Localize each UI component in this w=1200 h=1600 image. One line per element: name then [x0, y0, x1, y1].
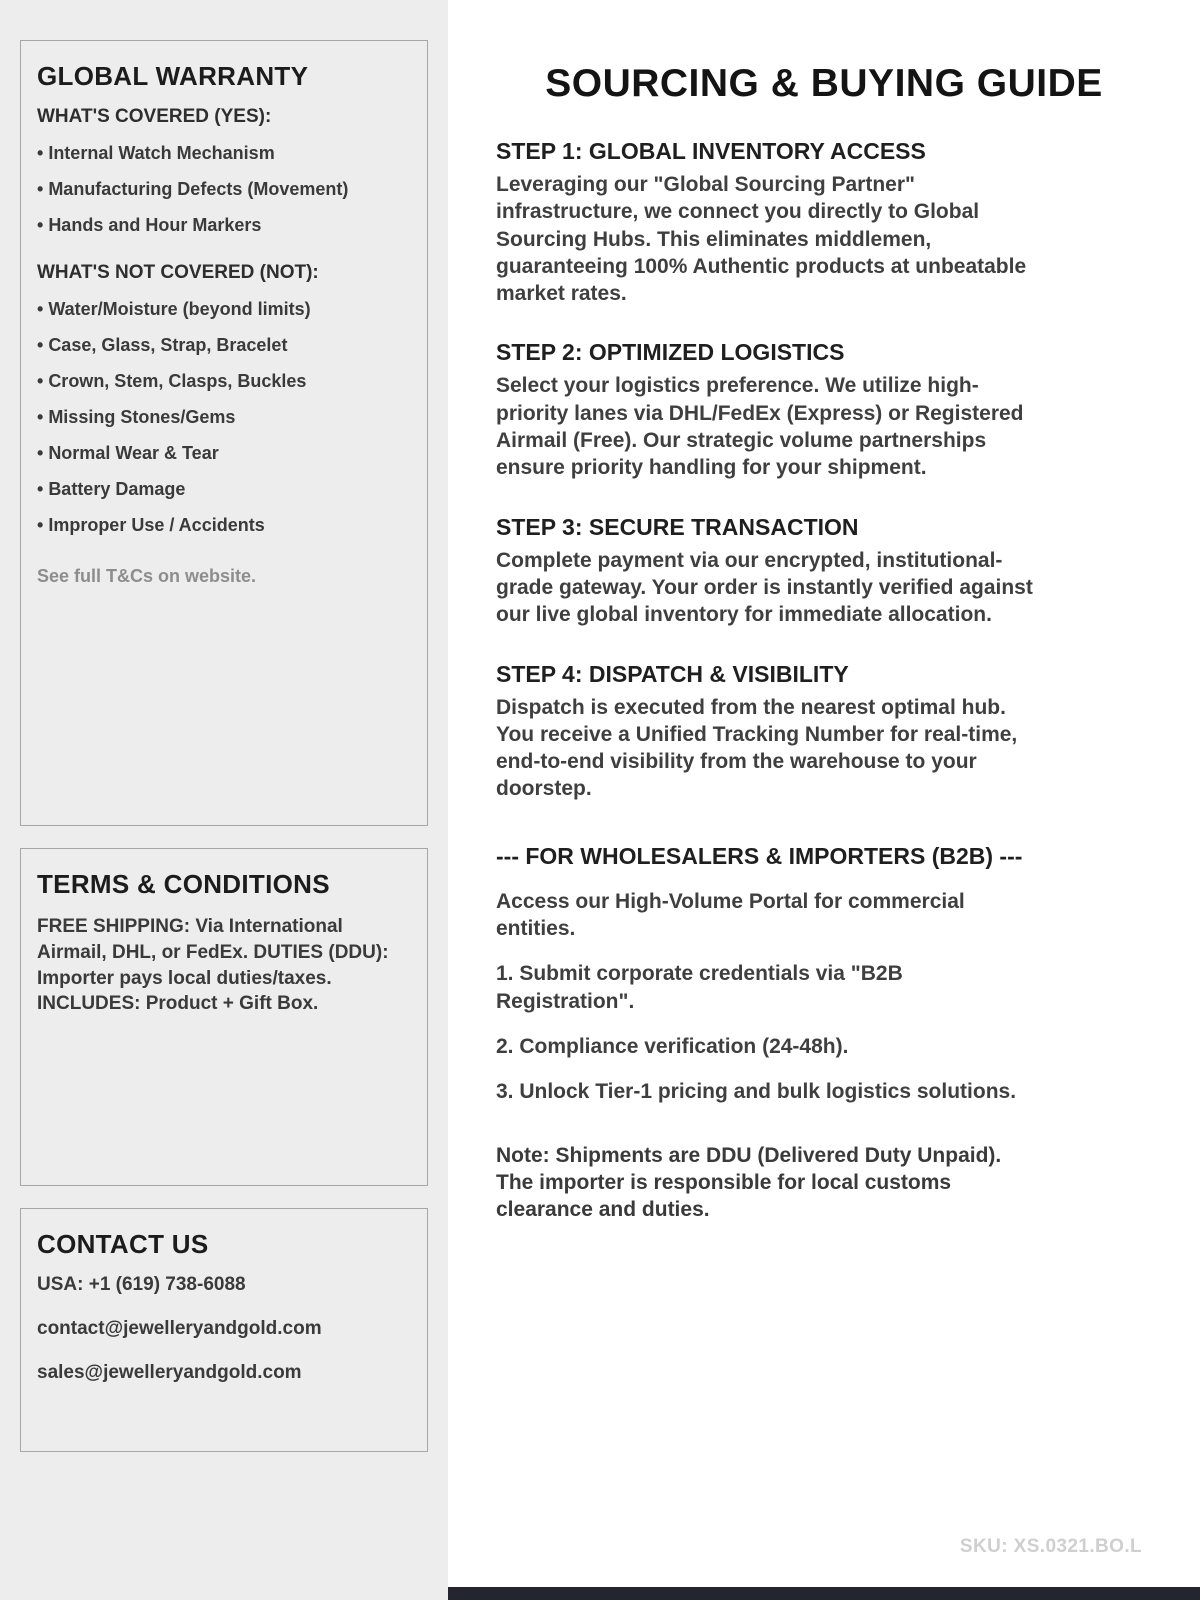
step-3-heading: STEP 3: SECURE TRANSACTION: [496, 513, 859, 540]
terms-title: TERMS & CONDITIONS: [37, 869, 330, 899]
step-2-body: Select your logistics preference. We utilize high-priority lanes via DHL/FedEx (Express) or Registered Airmail (Free). Our strategic volume partnerships ensure priority handling for your shipment.: [496, 374, 1024, 480]
list-item: • Manufacturing Defects (Movement): [37, 179, 411, 200]
contact-panel: [20, 1208, 428, 1452]
step-1-body: Leveraging our "Global Sourcing Partner" infrastructure, we connect you directly to Global Sourcing Hubs. This eliminates middlemen, guaranteeing 100% Authentic products at unbeatable market rates.: [496, 173, 1027, 306]
b2b-section: [496, 843, 1200, 1224]
list-item: • Case, Glass, Strap, Bracelet: [37, 335, 411, 356]
step-1-heading: STEP 1: GLOBAL INVENTORY ACCESS: [496, 138, 926, 164]
contact-title: CONTACT US: [37, 1229, 209, 1259]
b2b-heading: --- FOR WHOLESALERS & IMPORTERS (B2B) ---: [496, 842, 1023, 869]
b2b-intro: Access our High-Volume Portal for commercial entities.: [496, 889, 965, 941]
sku-label: SKU: XS.0321.BO.L: [959, 1536, 1142, 1557]
list-item: • Missing Stones/Gems: [37, 407, 411, 428]
step-4-heading: STEP 4: DISPATCH & VISIBILITY: [496, 660, 849, 687]
step-2-section: [496, 339, 1044, 481]
sidebar: [0, 0, 448, 1600]
warranty-covered-heading: WHAT'S COVERED (YES):: [37, 106, 272, 127]
b2b-step-3: 3. Unlock Tier-1 pricing and bulk logistics solutions.: [496, 1080, 1017, 1104]
b2b-step-1: 1. Submit corporate credentials via "B2B Registration".: [496, 962, 903, 1013]
terms-body: FREE SHIPPING: Via International Airmail, DHL, or FedEx. DUTIES (DDU): Importer pays local duties/taxes. INCLUDES: Product + Gift Box.: [37, 916, 389, 1015]
step-1-section: [496, 138, 1044, 307]
contact-email-sales: sales@jewelleryandgold.com: [37, 1362, 302, 1383]
page-title: SOURCING & BUYING GUIDE: [545, 62, 1103, 105]
list-item: • Water/Moisture (beyond limits): [37, 299, 411, 320]
footer-bar: [448, 1587, 1200, 1600]
contact-phone: USA: +1 (619) 738-6088: [37, 1274, 246, 1295]
terms-panel: [20, 848, 428, 1186]
main-content: [448, 0, 1200, 1600]
step-3-body: Complete payment via our encrypted, institutional-grade gateway. Your order is instantly verified against our live global inventory for immediate allocation.: [496, 548, 1033, 627]
warranty-footnote: See full T&Cs on website.: [37, 566, 257, 586]
b2b-step-2: 2. Compliance verification (24-48h).: [496, 1034, 849, 1058]
list-item: • Internal Watch Mechanism: [37, 143, 411, 164]
warranty-covered-list: [37, 143, 411, 236]
b2b-note: Note: Shipments are DDU (Delivered Duty Unpaid). The importer is responsible for local customs clearance and duties.: [496, 1143, 1002, 1222]
step-2-heading: STEP 2: OPTIMIZED LOGISTICS: [496, 339, 845, 366]
step-4-section: [496, 661, 1044, 803]
list-item: • Improper Use / Accidents: [37, 515, 411, 536]
warranty-not-covered-heading: WHAT'S NOT COVERED (NOT):: [37, 262, 319, 283]
step-4-body: Dispatch is executed from the nearest optimal hub. You receive a Unified Tracking Number for real-time, end-to-end visibility from the warehouse to your doorstep.: [496, 695, 1018, 801]
warranty-panel: [20, 40, 428, 826]
list-item: • Normal Wear & Tear: [37, 443, 411, 464]
step-3-section: [496, 514, 1044, 629]
list-item: • Hands and Hour Markers: [37, 215, 411, 236]
warranty-not-covered-list: [37, 299, 411, 536]
warranty-title: GLOBAL WARRANTY: [37, 61, 309, 91]
list-item: • Crown, Stem, Clasps, Buckles: [37, 371, 411, 392]
list-item: • Battery Damage: [37, 479, 411, 500]
contact-email-primary: contact@jewelleryandgold.com: [37, 1318, 322, 1339]
